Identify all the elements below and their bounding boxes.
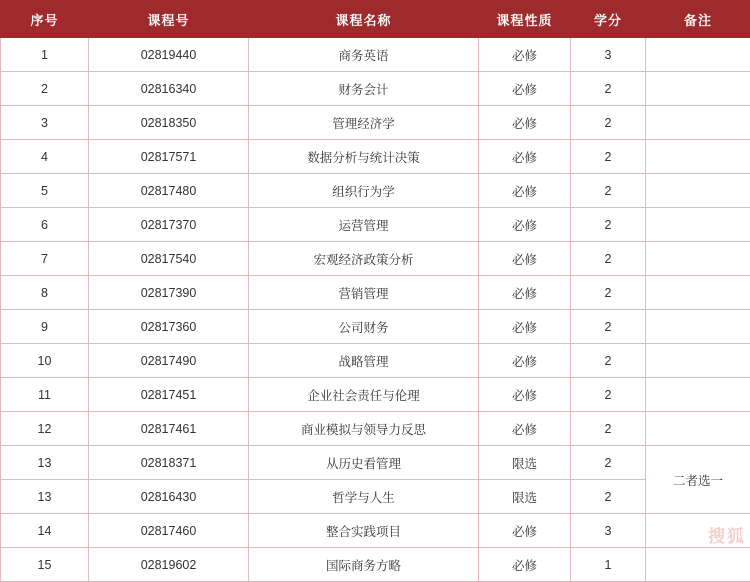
- cell-name: 商业模拟与领导力反思: [249, 412, 479, 446]
- cell-name: 财务会计: [249, 72, 479, 106]
- cell-note: [646, 72, 750, 106]
- cell-credit: 2: [571, 480, 646, 514]
- cell-index: 2: [1, 72, 89, 106]
- cell-credit: 2: [571, 72, 646, 106]
- cell-code: 02817571: [89, 140, 249, 174]
- cell-index: 12: [1, 412, 89, 446]
- cell-index: 6: [1, 208, 89, 242]
- cell-note: [646, 412, 750, 446]
- table-row: [1, 242, 750, 276]
- cell-code: 02817451: [89, 378, 249, 412]
- table-row: [1, 72, 750, 106]
- cell-index: 1: [1, 38, 89, 72]
- cell-note: [646, 174, 750, 208]
- cell-credit: 1: [571, 548, 646, 582]
- table-row: [1, 276, 750, 310]
- cell-name: 数据分析与统计决策: [249, 140, 479, 174]
- cell-type: 必修: [479, 106, 571, 140]
- table-row: [1, 480, 750, 514]
- table-row: [1, 208, 750, 242]
- column-header-type: 课程性质: [479, 1, 571, 38]
- cell-credit: 2: [571, 310, 646, 344]
- cell-index: 8: [1, 276, 89, 310]
- cell-credit: 2: [571, 446, 646, 480]
- table-row: [1, 514, 750, 548]
- cell-code: 02817540: [89, 242, 249, 276]
- column-header-credit: 学分: [571, 1, 646, 38]
- column-header-name: 课程名称: [249, 1, 479, 38]
- cell-index: 14: [1, 514, 89, 548]
- cell-index: 11: [1, 378, 89, 412]
- cell-name: 国际商务方略: [249, 548, 479, 582]
- cell-type: 限选: [479, 480, 571, 514]
- cell-credit: 2: [571, 174, 646, 208]
- column-header-code: 课程号: [89, 1, 249, 38]
- cell-code: 02817370: [89, 208, 249, 242]
- cell-name: 营销管理: [249, 276, 479, 310]
- cell-note: [646, 276, 750, 310]
- cell-code: 02819602: [89, 548, 249, 582]
- cell-name: 商务英语: [249, 38, 479, 72]
- cell-type: 必修: [479, 174, 571, 208]
- cell-credit: 2: [571, 106, 646, 140]
- cell-index: 9: [1, 310, 89, 344]
- column-header-note: 备注: [646, 1, 750, 38]
- cell-name: 公司财务: [249, 310, 479, 344]
- cell-type: 必修: [479, 344, 571, 378]
- cell-credit: 2: [571, 140, 646, 174]
- cell-index: 5: [1, 174, 89, 208]
- cell-note: [646, 208, 750, 242]
- cell-credit: 3: [571, 514, 646, 548]
- cell-type: 必修: [479, 38, 571, 72]
- cell-index: 7: [1, 242, 89, 276]
- table-body: [1, 38, 750, 582]
- cell-code: 02818350: [89, 106, 249, 140]
- cell-type: 限选: [479, 446, 571, 480]
- cell-code: 02817460: [89, 514, 249, 548]
- cell-type: 必修: [479, 242, 571, 276]
- table-row: [1, 412, 750, 446]
- cell-note: [646, 38, 750, 72]
- cell-type: 必修: [479, 72, 571, 106]
- table-row: [1, 140, 750, 174]
- cell-note-merged: 二者选一: [646, 446, 750, 514]
- cell-code: 02818371: [89, 446, 249, 480]
- cell-note: [646, 548, 750, 582]
- cell-code: 02817490: [89, 344, 249, 378]
- cell-index: 15: [1, 548, 89, 582]
- cell-index: 3: [1, 106, 89, 140]
- cell-code: 02817390: [89, 276, 249, 310]
- cell-note: [646, 140, 750, 174]
- cell-note: [646, 310, 750, 344]
- cell-credit: 2: [571, 344, 646, 378]
- table-header: [1, 1, 750, 38]
- cell-index: 13: [1, 446, 89, 480]
- column-header-index: 序号: [1, 1, 89, 38]
- table-row: [1, 38, 750, 72]
- cell-name: 宏观经济政策分析: [249, 242, 479, 276]
- cell-code: 02819440: [89, 38, 249, 72]
- cell-note: [646, 378, 750, 412]
- cell-note: [646, 344, 750, 378]
- cell-credit: 2: [571, 242, 646, 276]
- cell-name: 从历史看管理: [249, 446, 479, 480]
- cell-type: 必修: [479, 514, 571, 548]
- watermark: 搜狐: [708, 522, 746, 547]
- cell-code: 02816430: [89, 480, 249, 514]
- cell-note: [646, 106, 750, 140]
- cell-index: 13: [1, 480, 89, 514]
- cell-name: 战略管理: [249, 344, 479, 378]
- cell-code: 02817461: [89, 412, 249, 446]
- cell-name: 哲学与人生: [249, 480, 479, 514]
- cell-index: 10: [1, 344, 89, 378]
- cell-type: 必修: [479, 208, 571, 242]
- cell-type: 必修: [479, 412, 571, 446]
- table-row: [1, 344, 750, 378]
- cell-credit: 2: [571, 378, 646, 412]
- cell-credit: 3: [571, 38, 646, 72]
- table-header-row: [1, 1, 750, 38]
- cell-index: 4: [1, 140, 89, 174]
- table-row: [1, 548, 750, 582]
- table-row: [1, 310, 750, 344]
- table-row: [1, 378, 750, 412]
- cell-code: 02817360: [89, 310, 249, 344]
- cell-type: 必修: [479, 548, 571, 582]
- cell-code: 02817480: [89, 174, 249, 208]
- cell-code: 02816340: [89, 72, 249, 106]
- cell-credit: 2: [571, 208, 646, 242]
- cell-credit: 2: [571, 412, 646, 446]
- table-row: [1, 174, 750, 208]
- table-row: [1, 106, 750, 140]
- cell-type: 必修: [479, 378, 571, 412]
- cell-type: 必修: [479, 310, 571, 344]
- cell-note: [646, 242, 750, 276]
- cell-name: 组织行为学: [249, 174, 479, 208]
- cell-credit: 2: [571, 276, 646, 310]
- cell-note: [646, 514, 750, 548]
- cell-name: 整合实践项目: [249, 514, 479, 548]
- cell-type: 必修: [479, 276, 571, 310]
- table-row: [1, 446, 750, 480]
- cell-name: 企业社会责任与伦理: [249, 378, 479, 412]
- cell-name: 管理经济学: [249, 106, 479, 140]
- cell-type: 必修: [479, 140, 571, 174]
- cell-name: 运营管理: [249, 208, 479, 242]
